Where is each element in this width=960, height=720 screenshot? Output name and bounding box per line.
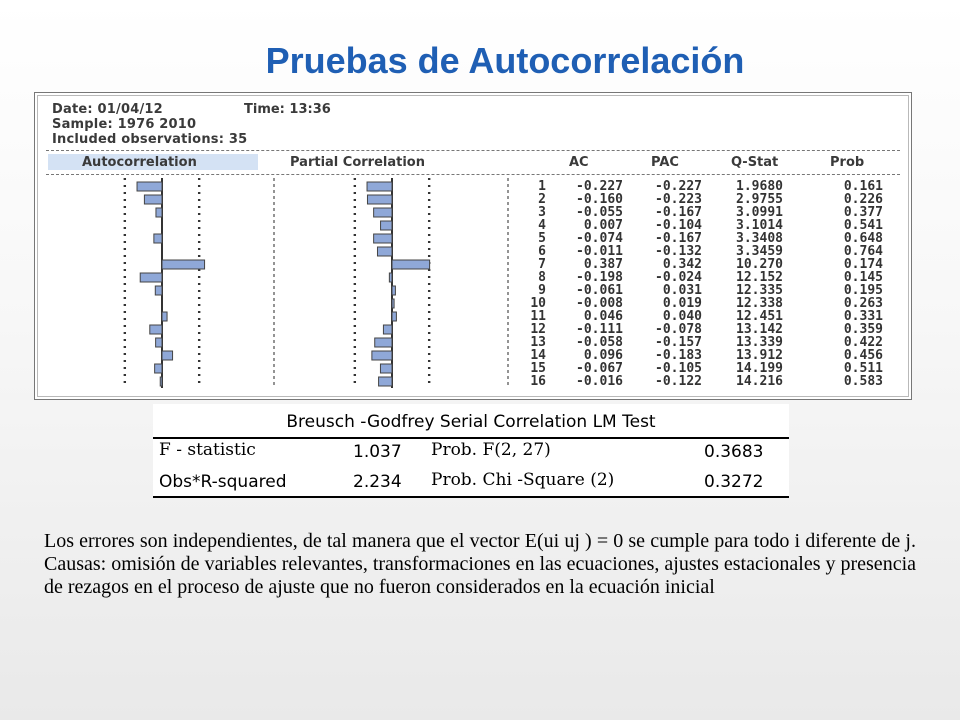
pac-bar-lag-8 — [389, 273, 392, 282]
ac-bar-lag-16 — [160, 377, 162, 386]
q-cell-lag-13: 13.339 — [736, 335, 783, 350]
ac-cell-lag-15: -0.067 — [576, 361, 623, 376]
pac-cell-lag-8: -0.024 — [655, 270, 702, 285]
lag-cell-lag-1: 1 — [538, 179, 546, 194]
ac-bar-lag-7 — [162, 260, 205, 269]
prob-cell-lag-7: 0.174 — [843, 257, 883, 272]
explanation-paragraph: Los errores son independientes, de tal manera que el vector E(ui uj ) = 0 se cumple para todo i diferente de j. Causas: omisión de variables relevantes, transformaciones en las ecuaciones, ajustes estacionales y presencia de rezagos en el proceso de ajuste que no fueron considerados en la ecuación inicial — [44, 530, 916, 598]
q-cell-lag-11: 12.451 — [736, 309, 783, 324]
prob-cell-lag-15: 0.511 — [843, 361, 883, 376]
q-cell-lag-12: 13.142 — [736, 322, 783, 337]
ac-bar-lag-8 — [140, 273, 162, 282]
q-cell-lag-6: 3.3459 — [736, 244, 783, 259]
ac-cell-lag-13: -0.058 — [576, 335, 623, 350]
autocorrelation-header: Autocorrelation — [82, 155, 197, 170]
ac-cell-lag-11: 0.046 — [583, 309, 623, 324]
page-title: Pruebas de Autocorrelación — [265, 40, 745, 81]
prob-cell-lag-12: 0.359 — [843, 322, 883, 337]
chi-square-prob-label: Prob. Chi -Square (2) — [431, 470, 615, 490]
lag-cell-lag-4: 4 — [538, 218, 546, 233]
ac-bar-lag-2 — [144, 195, 162, 204]
pac-cell-lag-10: 0.019 — [662, 296, 702, 311]
q-cell-lag-8: 12.152 — [736, 270, 783, 285]
chi-square-prob-value: 0.3272 — [704, 472, 764, 492]
pac-bar-lag-10 — [392, 299, 394, 308]
q-cell-lag-7: 10.270 — [736, 257, 783, 272]
lag-cell-lag-5: 5 — [538, 231, 546, 246]
ac-cell-lag-1: -0.227 — [576, 179, 623, 194]
ac-cell-lag-3: -0.055 — [576, 205, 623, 220]
ac-cell-lag-12: -0.111 — [576, 322, 623, 337]
pac-cell-lag-4: -0.104 — [655, 218, 702, 233]
prob-cell-lag-4: 0.541 — [843, 218, 883, 233]
ac-bar-lag-5 — [154, 234, 162, 243]
ac-bar-lag-9 — [155, 286, 162, 295]
obs-r-squared-value: 2.234 — [353, 472, 402, 492]
pac-cell-lag-9: 0.031 — [662, 283, 702, 298]
q-cell-lag-15: 14.199 — [736, 361, 783, 376]
obs-r-squared-label: Obs*R-squared — [159, 472, 287, 492]
correlogram-panel — [34, 92, 912, 400]
prob-cell-lag-13: 0.422 — [843, 335, 883, 350]
ac-cell-lag-2: -0.160 — [576, 192, 623, 207]
pac-bar-lag-2 — [367, 195, 392, 204]
f-prob-label: Prob. F(2, 27) — [431, 440, 551, 460]
ac-bar-lag-12 — [150, 325, 162, 334]
ac-cell-lag-14: 0.096 — [583, 348, 623, 363]
prob-cell-lag-3: 0.377 — [843, 205, 883, 220]
ac-cell-lag-4: 0.007 — [583, 218, 623, 233]
f-statistic-value: 1.037 — [353, 442, 402, 462]
lag-cell-lag-7: 7 — [538, 257, 546, 272]
ac-cell-lag-8: -0.198 — [576, 270, 623, 285]
ac-bar-lag-14 — [162, 351, 173, 360]
ac-bar-lag-15 — [155, 364, 162, 373]
lag-cell-lag-16: 16 — [530, 374, 546, 389]
correlogram-frame — [37, 95, 909, 397]
prob-cell-lag-6: 0.764 — [843, 244, 883, 259]
prob-cell-lag-2: 0.226 — [843, 192, 883, 207]
pac-cell-lag-16: -0.122 — [655, 374, 702, 389]
ac-cell-lag-9: -0.061 — [576, 283, 623, 298]
lag-cell-lag-13: 13 — [530, 335, 546, 350]
qstat-header: Q-Stat — [731, 155, 779, 170]
pac-cell-lag-7: 0.342 — [662, 257, 702, 272]
pac-cell-lag-15: -0.105 — [655, 361, 702, 376]
ac-bar-lag-11 — [162, 312, 167, 321]
pac-bar-lag-16 — [379, 377, 392, 386]
ac-bar-lag-13 — [156, 338, 162, 347]
f-statistic-label: F - statistic — [159, 440, 256, 460]
pac-bar-lag-6 — [377, 247, 392, 256]
q-cell-lag-5: 3.3408 — [736, 231, 783, 246]
prob-cell-lag-11: 0.331 — [843, 309, 883, 324]
lag-cell-lag-14: 14 — [530, 348, 546, 363]
ac-header: AC — [569, 155, 589, 170]
prob-cell-lag-14: 0.456 — [843, 348, 883, 363]
ac-cell-lag-6: -0.011 — [576, 244, 623, 259]
pac-cell-lag-12: -0.078 — [655, 322, 702, 337]
lag-cell-lag-10: 10 — [530, 296, 546, 311]
pac-bar-lag-11 — [392, 312, 396, 321]
pac-bar-lag-3 — [374, 208, 392, 217]
pac-cell-lag-3: -0.167 — [655, 205, 702, 220]
ac-cell-lag-7: 0.387 — [583, 257, 623, 272]
pac-bar-lag-12 — [383, 325, 392, 334]
prob-cell-lag-9: 0.195 — [843, 283, 883, 298]
q-cell-lag-3: 3.0991 — [736, 205, 783, 220]
q-cell-lag-1: 1.9680 — [736, 179, 783, 194]
pac-bar-lag-7 — [392, 260, 430, 269]
ac-cell-lag-5: -0.074 — [576, 231, 623, 246]
observations-line: Included observations: 35 — [52, 132, 248, 147]
pac-bar-lag-15 — [380, 364, 392, 373]
lag-cell-lag-6: 6 — [538, 244, 546, 259]
pac-bar-lag-14 — [372, 351, 392, 360]
lag-cell-lag-8: 8 — [538, 270, 546, 285]
date-line: Date: 01/04/12 — [52, 102, 163, 117]
pac-bar-lag-9 — [392, 286, 395, 295]
prob-header: Prob — [830, 155, 865, 170]
bg-title-rule — [153, 437, 789, 439]
pac-cell-lag-13: -0.157 — [655, 335, 702, 350]
ac-bar-lag-3 — [156, 208, 162, 217]
prob-cell-lag-8: 0.145 — [843, 270, 883, 285]
sample-line: Sample: 1976 2010 — [52, 117, 197, 132]
lag-cell-lag-2: 2 — [538, 192, 546, 207]
q-cell-lag-2: 2.9755 — [736, 192, 783, 207]
pac-cell-lag-11: 0.040 — [662, 309, 702, 324]
prob-cell-lag-1: 0.161 — [843, 179, 883, 194]
q-cell-lag-10: 12.338 — [736, 296, 783, 311]
prob-cell-lag-10: 0.263 — [843, 296, 883, 311]
bg-test-title: Breusch -Godfrey Serial Correlation LM Test — [286, 412, 656, 432]
pac-cell-lag-5: -0.167 — [655, 231, 702, 246]
pac-header: PAC — [651, 155, 679, 170]
lag-cell-lag-3: 3 — [538, 205, 546, 220]
lag-cell-lag-11: 11 — [530, 309, 546, 324]
q-cell-lag-4: 3.1014 — [736, 218, 783, 233]
partial-correlation-header: Partial Correlation — [290, 155, 425, 170]
ac-bar-lag-1 — [137, 182, 162, 191]
breusch-godfrey-table — [153, 404, 789, 498]
pac-bar-lag-1 — [367, 182, 392, 191]
pac-cell-lag-2: -0.223 — [655, 192, 702, 207]
ac-cell-lag-16: -0.016 — [576, 374, 623, 389]
lag-cell-lag-12: 12 — [530, 322, 546, 337]
ac-cell-lag-10: -0.008 — [576, 296, 623, 311]
lag-cell-lag-15: 15 — [530, 361, 546, 376]
pac-bar-lag-13 — [375, 338, 392, 347]
q-cell-lag-16: 14.216 — [736, 374, 783, 389]
pac-cell-lag-14: -0.183 — [655, 348, 702, 363]
q-cell-lag-9: 12.335 — [736, 283, 783, 298]
prob-cell-lag-5: 0.648 — [843, 231, 883, 246]
lag-cell-lag-9: 9 — [538, 283, 546, 298]
prob-cell-lag-16: 0.583 — [843, 374, 883, 389]
pac-cell-lag-1: -0.227 — [655, 179, 702, 194]
f-prob-value: 0.3683 — [704, 442, 764, 462]
pac-cell-lag-6: -0.132 — [655, 244, 702, 259]
time-line: Time: 13:36 — [244, 102, 331, 117]
q-cell-lag-14: 13.912 — [736, 348, 783, 363]
pac-bar-lag-4 — [381, 221, 392, 230]
pac-bar-lag-5 — [374, 234, 392, 243]
